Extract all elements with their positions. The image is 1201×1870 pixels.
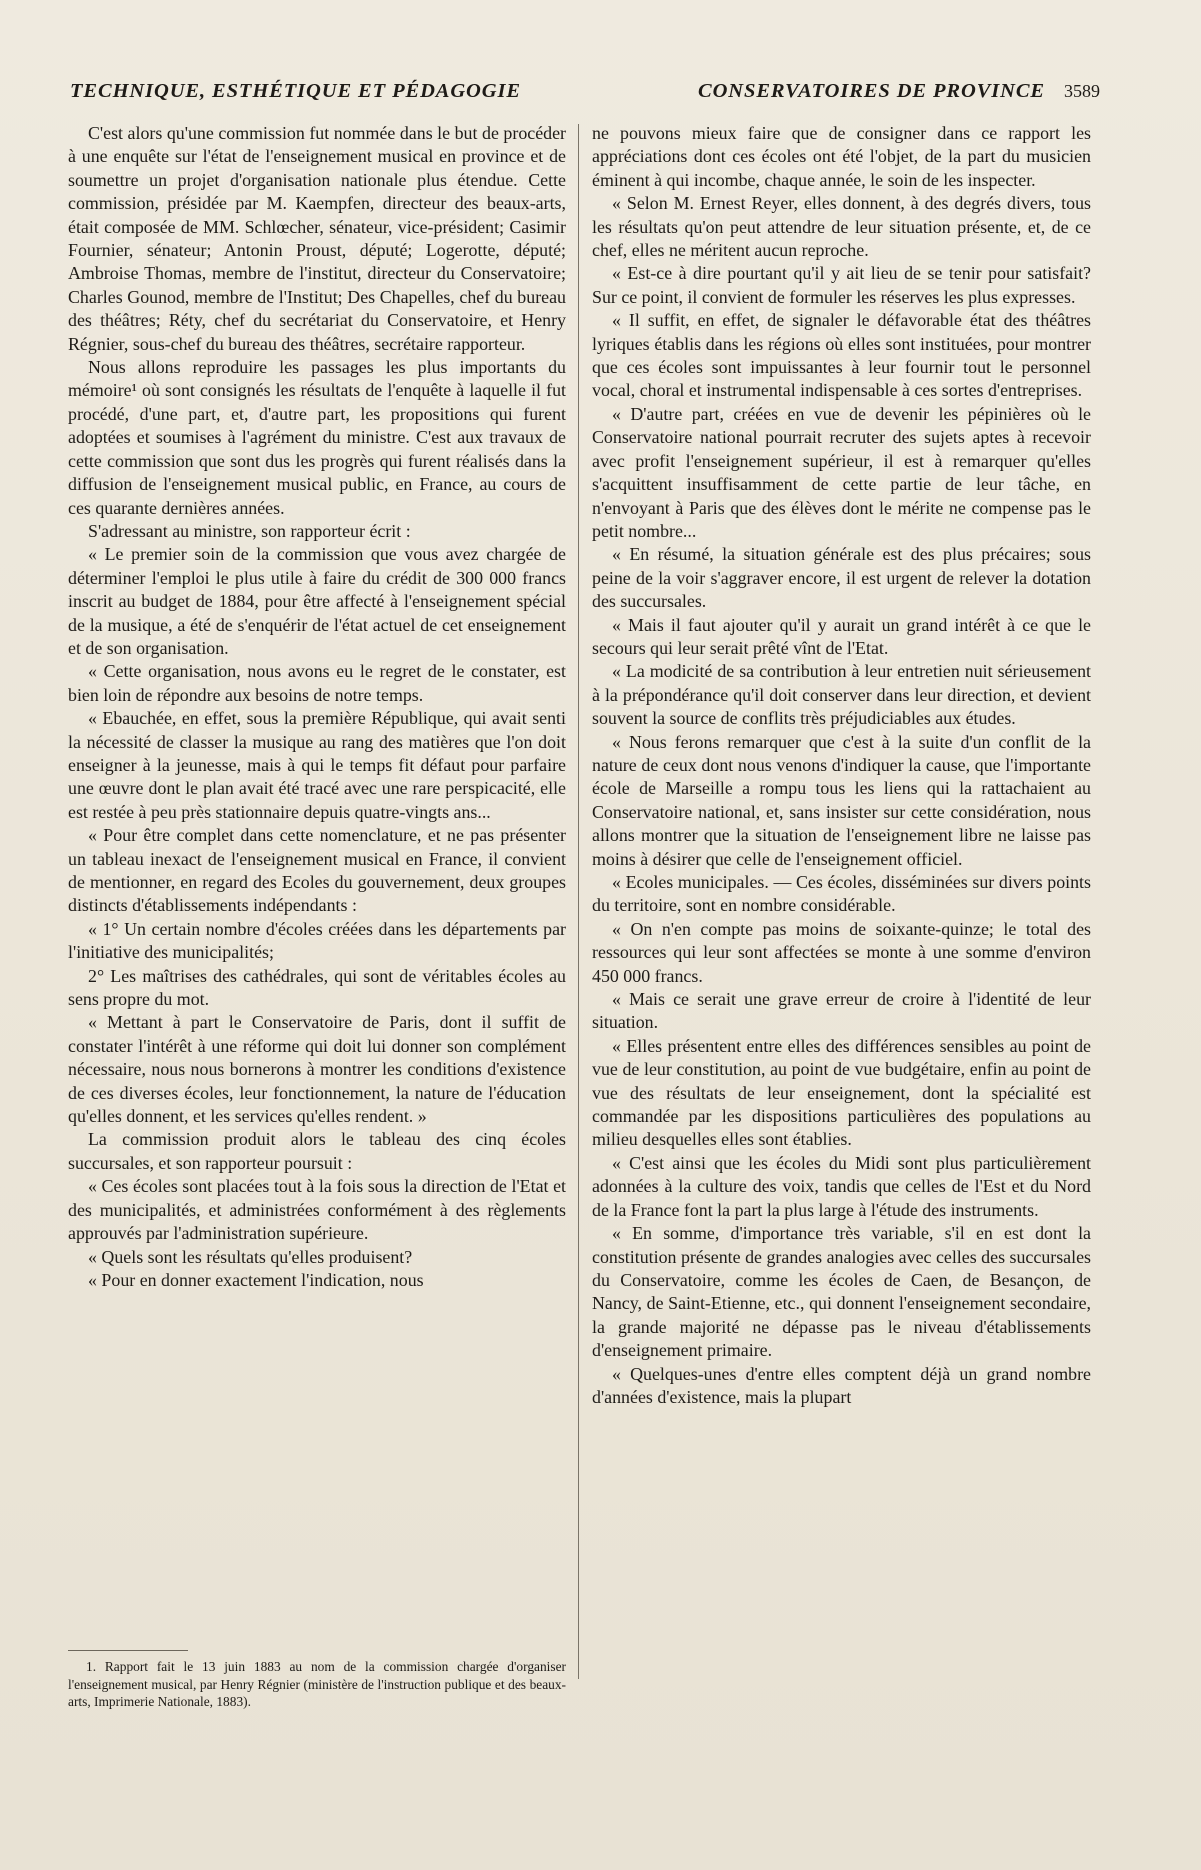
paragraph: « Cette organisation, nous avons eu le regret de le constater, est bien loin de répondre aux besoins de notre temps. (68, 661, 566, 705)
paragraph: « Est-ce à dire pourtant qu'il y ait lieu de se tenir pour satisfait? Sur ce point, il convient de formuler les réserves les plus expresses. (592, 263, 1091, 307)
paragraph: « Ecoles municipales. — Ces écoles, disséminées sur divers points du territoire, sont en nombre considérable. (592, 872, 1091, 916)
chapter-title: CONSERVATOIRES DE PROVINCE (698, 80, 1045, 102)
paragraph: « Quels sont les résultats qu'elles produisent? (88, 1246, 413, 1267)
paragraph: ne pouvons mieux faire que de consigner dans ce rapport les appréciations dont ces écoles ont été l'objet, de la part du musicien éminent à qui incombe, chaque année, le soin de les inspecter. (592, 123, 1091, 190)
paragraph: « Nous ferons remarquer que c'est à la suite d'un conflit de la nature de ceux dont nous venons d'indiquer la cause, que l'importante école de Marseille a rompu tous les liens qui la rattachaient au Conservatoire national, et, sans insister sur cette considération, nous allons montrer que la situation de l'enseignement libre ne laisse pas moins à désirer que celle de l'enseignement officiel. (592, 731, 1091, 869)
footnote (68, 1658, 566, 1711)
paragraph: « Quelques-unes d'entre elles comptent déjà un grand nombre d'années d'existence, mais la plupart (592, 1363, 1091, 1407)
paragraph: « Ces écoles sont placées tout à la fois sous la direction de l'Etat et des municipalités, et administrées conformément à des règlements approuvés par l'administration supérieure. (68, 1176, 566, 1244)
paragraph: « On n'en compte pas moins de soixante-quinze; le total des ressources qui leur sont affectées se monte à une somme d'environ 450 000 francs. (592, 918, 1091, 986)
paragraph: « En résumé, la situation générale est des plus précaires; sous peine de la voir s'aggraver encore, il est urgent de relever la dotation des succursales. (592, 544, 1091, 612)
column-divider (578, 124, 579, 1679)
paragraph: « D'autre part, créées en vue de devenir les pépinières où le Conservatoire national pourrait recruter des sujets aptes à recevoir avec profit l'enseignement supérieur, il est à remarquer qu'elles s'acquittent insuffisamment de cette partie de leur tâche, en n'envoyant à Paris que des élèves dont le mérite ne compense pas le petit nombre... (592, 403, 1091, 541)
paragraph: « Pour en donner exactement l'indication, nous (88, 1269, 424, 1290)
paragraph: « Elles présentent entre elles des différences sensibles au point de vue de leur constitution, au point de vue budgétaire, enfin au point de vue des résultats de leur enseignement, dont la spécialité est commandée par les dispositions particulières des populations au milieu desquelles elles sont établies. (592, 1035, 1091, 1150)
footnote-text: 1. Rapport fait le 13 juin 1883 au nom de la commission chargée d'organiser l'enseignement musical, par Henry Régnier (ministère de l'instruction publique et des beaux-arts, Imprimerie Nationale, 1883). (68, 1659, 566, 1709)
paragraph: « Pour être complet dans cette nomenclature, et ne pas présenter un tableau inexact de l'enseignement musical en France, il convient de mentionner, en regard des Ecoles du gouvernement, deux groupes distincts d'établissements indépendants : (68, 825, 566, 916)
paragraph: La commission produit alors le tableau des cinq écoles succursales, et son rapporteur poursuit : (68, 1129, 566, 1173)
paragraph: S'adressant au ministre, son rapporteur écrit : (88, 520, 411, 541)
right-column (592, 122, 1091, 1409)
paragraph: « C'est ainsi que les écoles du Midi sont plus particulièrement adonnées à la culture des voix, tandis que celles de l'Est et du Nord de la France font la part la plus large à l'étude des instruments. (592, 1152, 1091, 1220)
paragraph: « Ebauchée, en effet, sous la première République, qui avait senti la nécessité de classer la musique au rang des matières que l'on doit enseigner à la jeunesse, mais à qui le temps fit défaut pour parfaire une œuvre dont le plan avait été tracé avec une rare perspicacité, elle est restée à peu près stationnaire depuis quatre-vingts ans... (68, 708, 566, 822)
paragraph: Nous allons reproduire les passages les plus importants du mémoire¹ où sont consignés les résultats de l'enquête à laquelle il fut procédé, d'une part, et, d'autre part, les propositions qui furent adoptées et soumises à l'agrément du ministre. C'est aux travaux de cette commission que sont dus les progrès qui furent réalisés dans la diffusion de l'enseignement musical public, en France, au cours de ces quarante dernières années. (68, 357, 566, 518)
paragraph: « Il suffit, en effet, de signaler le défavorable état des théâtres lyriques établis dans les régions où elles sont instituées, pour montrer que ces écoles sont impuissantes à leur fournir tout le personnel vocal, choral et instrumental indispensable à ces sortes d'entreprises. (592, 310, 1091, 401)
paragraph: 2° Les maîtrises des cathédrales, qui sont de véritables écoles au sens propre du mot. (68, 965, 566, 1010)
paragraph: « Mais il faut ajouter qu'il y aurait un grand intérêt à ce que le secours qui leur serait prêté vînt de l'Etat. (592, 614, 1091, 658)
paragraph: « En somme, d'importance très variable, s'il en est dont la constitution présente de grandes analogies avec celles des succursales du Conservatoire, comme les écoles de Caen, de Besançon, de Nancy, de Saint-Etienne, etc., qui donnent l'enseignement secondaire, la grande majorité ne dépasse pas le niveau d'établissements d'enseignement primaire. (592, 1223, 1091, 1361)
page-number: 3589 (1064, 81, 1100, 101)
footnote-divider (68, 1650, 188, 1651)
paragraph: « 1° Un certain nombre d'écoles créées dans les départements par l'initiative des municipalités; (68, 918, 566, 963)
paragraph: C'est alors qu'une commission fut nommée dans le but de procéder à une enquête sur l'état de l'enseignement musical en province et de soumettre un projet d'organisation nationale plus étendue. Cette commission, présidée par M. Kaempfen, directeur des beaux-arts, était composée de MM. Schlœcher, sénateur, vice-président; Casimir Fournier, sénateur; Antonin Proust, député; Logerotte, député; Ambroise Thomas, membre de l'institut, directeur du Conservatoire; Charles Gounod, membre de l'Institut; Des Chapelles, chef du bureau des théâtres; Réty, chef du secrétariat du Conservatoire, et Henry Régnier, sous-chef du bureau des théâtres, secrétaire rapporteur. (68, 123, 566, 354)
running-head (70, 80, 1100, 110)
section-title: TECHNIQUE, ESTHÉTIQUE ET PÉDAGOGIE (70, 80, 521, 102)
paragraph: « Le premier soin de la commission que vous avez chargée de déterminer l'emploi le plus utile à faire du crédit de 300 000 francs inscrit au budget de 1884, pour être affecté à l'enseignement spécial de la musique, a été de s'enquérir de l'état actuel de cet enseignement et de son organisation. (68, 544, 566, 658)
paragraph: « Mais ce serait une grave erreur de croire à l'identité de leur situation. (592, 989, 1091, 1033)
paragraph: « Selon M. Ernest Reyer, elles donnent, à des degrés divers, tous les résultats qu'on peut attendre de leur situation présente, et, de ce chef, elles ne méritent aucun reproche. (592, 193, 1091, 261)
left-column (68, 122, 566, 1292)
paragraph: « La modicité de sa contribution à leur entretien nuit sérieusement à la prépondérance qu'il doit conserver dans leur direction, et devient souvent la source de conflits très préjudiciables aux études. (592, 661, 1091, 729)
paragraph: « Mettant à part le Conservatoire de Paris, dont il suffit de constater l'intérêt à une réforme qui doit lui donner son complément nécessaire, nous nous bornerons à montrer les conditions d'existence de ces diverses écoles, leur fonctionnement, la nature de l'éducation qu'elles donnent, et les services qu'elles rendent. » (68, 1012, 566, 1127)
